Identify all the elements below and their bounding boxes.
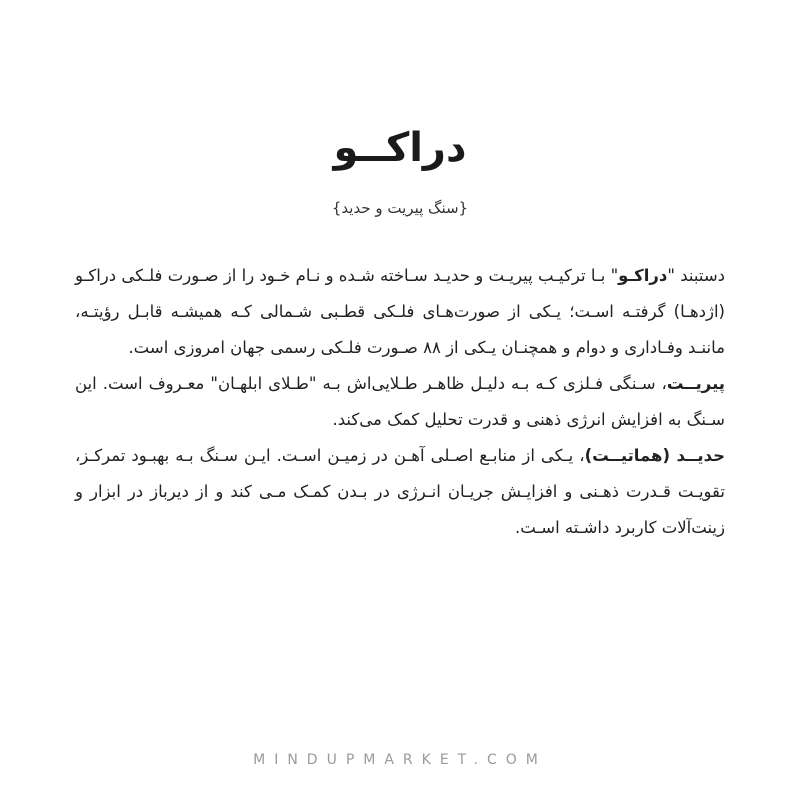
hematite-highlight: حدیــد (هماتیــت): [584, 446, 725, 465]
page-title: دراکــو: [333, 125, 467, 171]
paragraph-draco-rest: " بـا ترکیـب پیریـت و حدیـد سـاخته شـده و نـام خـود را از صـورت فلـکی دراکـو (اژدهـا) گرفتـه اسـت؛ یـکی از صورت‌هـای فلـکی قطـبی شـمالی کـه همیشـه قابـل رؤیتـه، ماننـد وفـاداری و دوام و همچنـان یـکی از ۸۸ صـورت فلـکی رسمی جهان امروزی است.: [75, 266, 725, 357]
paragraph-hematite: [75, 438, 725, 546]
paragraph-hematite-rest: ، یـکی از منابـع اصـلی آهـن در زمیـن اسـت. ایـن سـنگ بـه بهبـود تمرکـز، تقویـت قـدرت ذهـنی و افزایـش جریـان انـرژی در بـدن کمـک مـی کند و از دیرباز در ابزار و زینت‌آلات کاربرد داشـته اسـت.: [75, 446, 725, 537]
body-text: [75, 258, 725, 546]
paragraph-draco: [75, 258, 725, 366]
page-subtitle: {سنگ پیریت و حدید}: [331, 199, 469, 217]
pyrite-highlight: پیریــت: [666, 374, 725, 393]
footer-website: MINDUPMARKET.COM: [253, 752, 547, 768]
draco-highlight: دراکـو: [618, 266, 668, 285]
paragraph-pyrite-rest: ، سـنگی فـلزی کـه بـه دلیـل ظاهـر طـلایی‌اش بـه "طـلای ابلهـان" معـروف است. این سـنگ به افزایش انرژی ذهنی و قدرت تحلیل کمک می‌کند.: [75, 374, 725, 429]
paragraph-draco-intro: دستبند ": [667, 266, 726, 285]
paragraph-pyrite: [75, 366, 725, 438]
